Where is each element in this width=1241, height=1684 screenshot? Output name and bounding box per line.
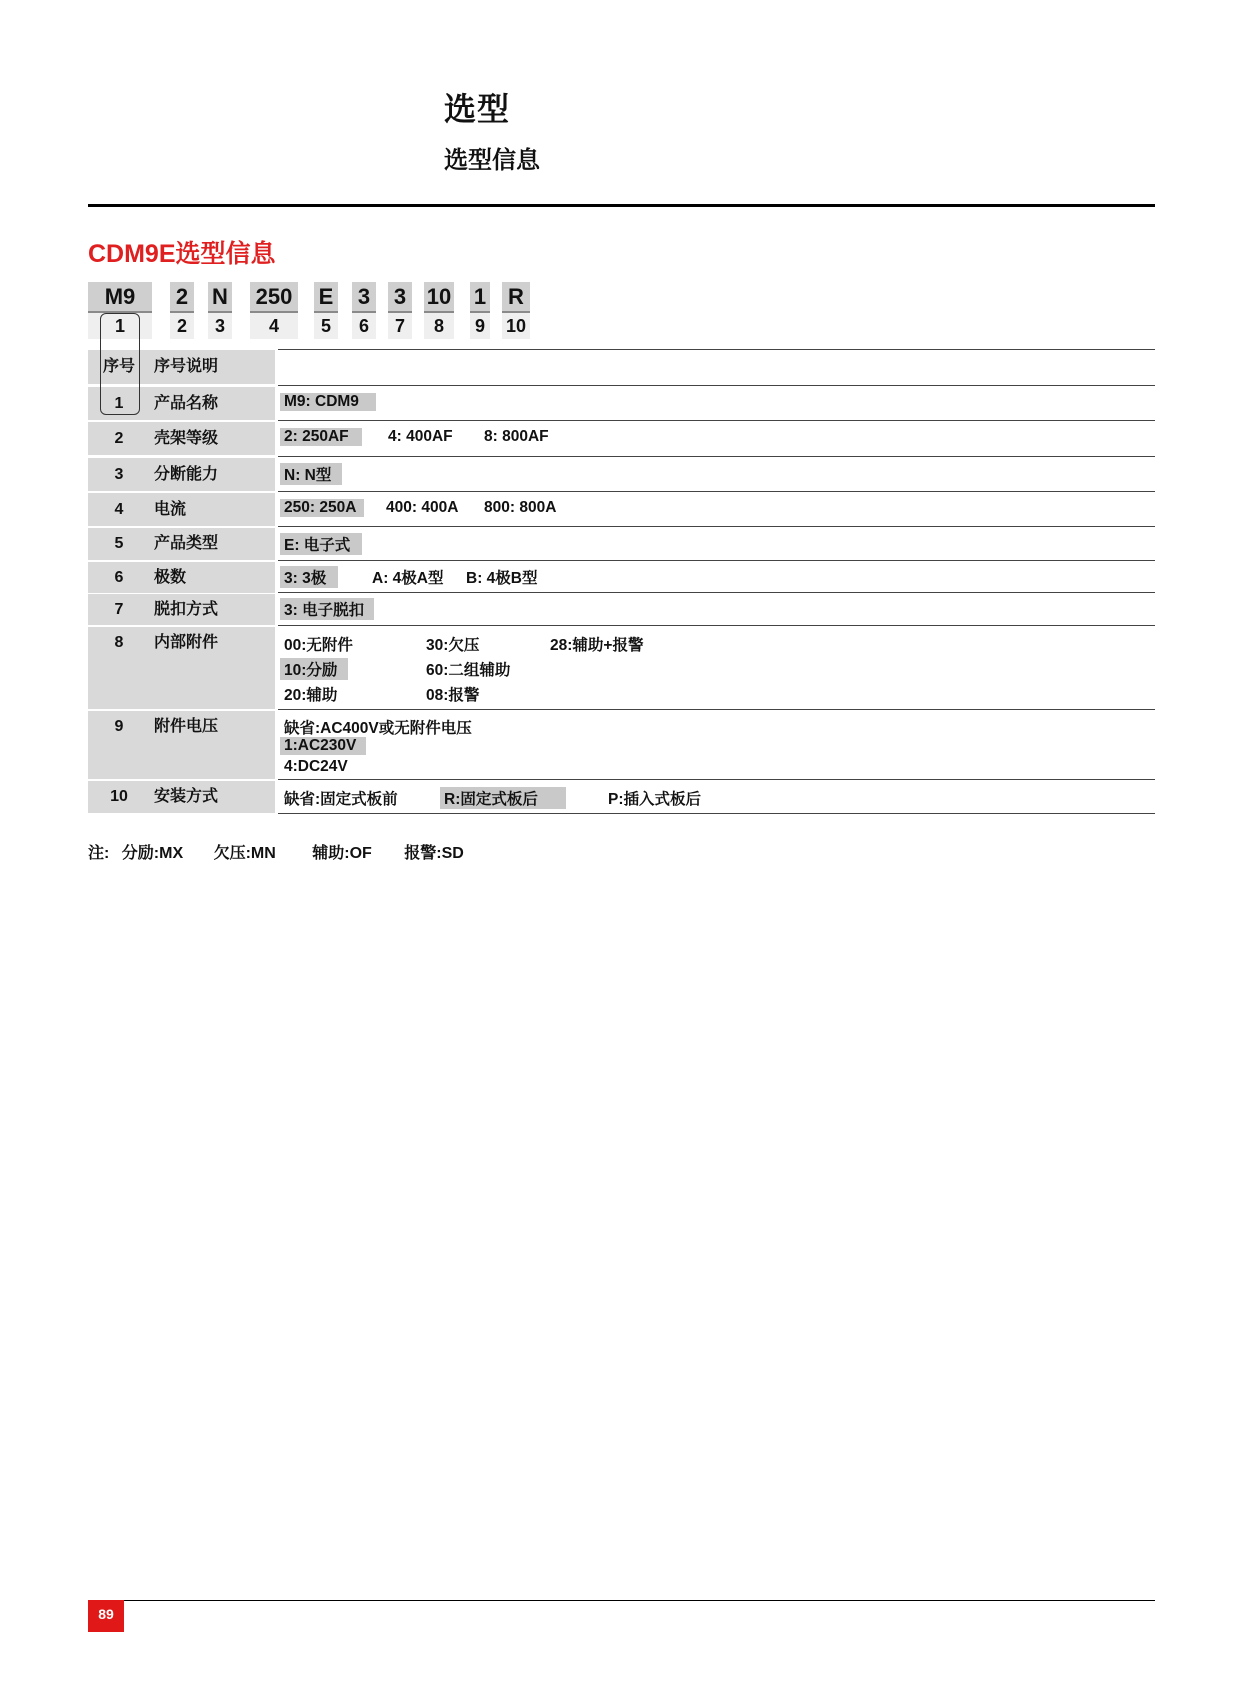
row-name-label: 电流 xyxy=(154,501,187,518)
row-name-label: 产品名称 xyxy=(154,395,219,412)
code-box: R xyxy=(502,282,530,312)
code-box: M9 xyxy=(88,282,152,312)
row-seq: 9 xyxy=(88,711,150,779)
option: 00:无附件 xyxy=(284,637,353,654)
row-divider xyxy=(278,560,1155,561)
option: P:插入式板后 xyxy=(608,791,702,808)
option: B: 4极B型 xyxy=(466,570,538,587)
row-name xyxy=(150,627,275,709)
row-name-label: 壳架等级 xyxy=(154,430,219,447)
option: 08:报警 xyxy=(426,687,480,704)
code-index: 7 xyxy=(388,313,412,339)
code-index: 8 xyxy=(424,313,454,339)
row-divider xyxy=(278,526,1155,527)
option: N: N型 xyxy=(280,463,342,485)
footer-divider xyxy=(88,1600,1155,1601)
note-item: 分励:MX xyxy=(121,845,184,862)
code-highlight-outline xyxy=(100,313,140,415)
code-index: 1 xyxy=(88,313,152,339)
code-index: 3 xyxy=(208,313,232,339)
row-seq: 6 xyxy=(88,562,150,593)
option: 4: 400AF xyxy=(388,428,453,445)
code-index: 2 xyxy=(170,313,194,339)
row-name-label: 产品类型 xyxy=(154,535,219,552)
code-box: 1 xyxy=(470,282,490,312)
row-name xyxy=(150,422,275,455)
option: 缺省:AC400V或无附件电压 xyxy=(284,720,472,737)
row-divider xyxy=(278,813,1155,814)
row-divider xyxy=(278,385,1155,386)
code-box: N xyxy=(208,282,232,312)
note-item: 报警:SD xyxy=(404,845,464,862)
option: 8: 800AF xyxy=(484,428,549,445)
row-name xyxy=(150,493,275,526)
code-box: 250 xyxy=(250,282,298,312)
row-divider xyxy=(278,592,1155,593)
row-name-label: 极数 xyxy=(154,569,187,586)
code-box: E xyxy=(314,282,338,312)
code-index: 10 xyxy=(502,313,530,339)
row-divider xyxy=(278,709,1155,710)
row-name xyxy=(150,781,275,813)
code-box: 3 xyxy=(352,282,376,312)
row-name-label: 安装方式 xyxy=(154,788,219,805)
header-desc xyxy=(150,350,275,384)
code-box: 2 xyxy=(170,282,194,312)
option: R:固定式板后 xyxy=(440,787,566,809)
row-name-label: 内部附件 xyxy=(154,634,219,651)
option: 3: 电子脱扣 xyxy=(280,598,374,620)
option: 60:二组辅助 xyxy=(426,662,511,679)
row-divider xyxy=(278,779,1155,780)
option: 30:欠压 xyxy=(426,637,480,654)
option: 28:辅助+报警 xyxy=(550,637,644,654)
note xyxy=(88,840,490,863)
row-name xyxy=(150,528,275,560)
page-number: 89 xyxy=(88,1600,124,1632)
row-name xyxy=(150,387,275,420)
option: 4:DC24V xyxy=(284,758,348,775)
option: M9: CDM9 xyxy=(280,393,376,411)
row-seq: 3 xyxy=(88,458,150,491)
note-prefix: 注: xyxy=(88,845,110,862)
code-index: 6 xyxy=(352,313,376,339)
option: 3: 3极 xyxy=(280,566,338,588)
row-divider xyxy=(278,625,1155,626)
row-name xyxy=(150,711,275,779)
code-index: 4 xyxy=(250,313,298,339)
row-seq: 5 xyxy=(88,528,150,560)
row-divider xyxy=(278,420,1155,421)
note-item: 欠压:MN xyxy=(213,845,276,862)
row-name-label: 分断能力 xyxy=(154,466,219,483)
row-seq: 4 xyxy=(88,493,150,526)
option: 800: 800A xyxy=(484,499,557,516)
row-name xyxy=(150,562,275,593)
option: 1:AC230V xyxy=(280,737,366,755)
top-divider xyxy=(88,204,1155,207)
option: 400: 400A xyxy=(386,499,459,516)
code-box: 10 xyxy=(424,282,454,312)
row-seq: 8 xyxy=(88,627,150,709)
code-box: 3 xyxy=(388,282,412,312)
row-divider xyxy=(278,349,1155,350)
option: 2: 250AF xyxy=(280,428,362,446)
note-item: 辅助:OF xyxy=(312,845,372,862)
row-seq: 7 xyxy=(88,594,150,625)
row-name-label: 附件电压 xyxy=(154,718,219,735)
row-divider xyxy=(278,491,1155,492)
header-seq: 序号 xyxy=(88,350,150,384)
option: A: 4极A型 xyxy=(372,570,444,587)
row-name xyxy=(150,594,275,625)
code-index: 5 xyxy=(314,313,338,339)
row-name xyxy=(150,458,275,491)
option: 20:辅助 xyxy=(284,687,338,704)
row-seq: 10 xyxy=(88,781,150,813)
code-index: 9 xyxy=(470,313,490,339)
option: 缺省:固定式板前 xyxy=(284,791,398,808)
page-title: 选型 xyxy=(444,91,511,127)
row-name-label: 脱扣方式 xyxy=(154,601,219,618)
header-desc-label: 序号说明 xyxy=(154,358,219,375)
row-seq: 1 xyxy=(88,387,150,420)
row-divider xyxy=(278,456,1155,457)
option: E: 电子式 xyxy=(280,533,362,555)
section-title: CDM9E选型信息 xyxy=(88,240,276,268)
page-subtitle: 选型信息 xyxy=(444,147,540,174)
option: 10:分励 xyxy=(280,658,348,680)
row-seq: 2 xyxy=(88,422,150,455)
option: 250: 250A xyxy=(280,499,364,517)
